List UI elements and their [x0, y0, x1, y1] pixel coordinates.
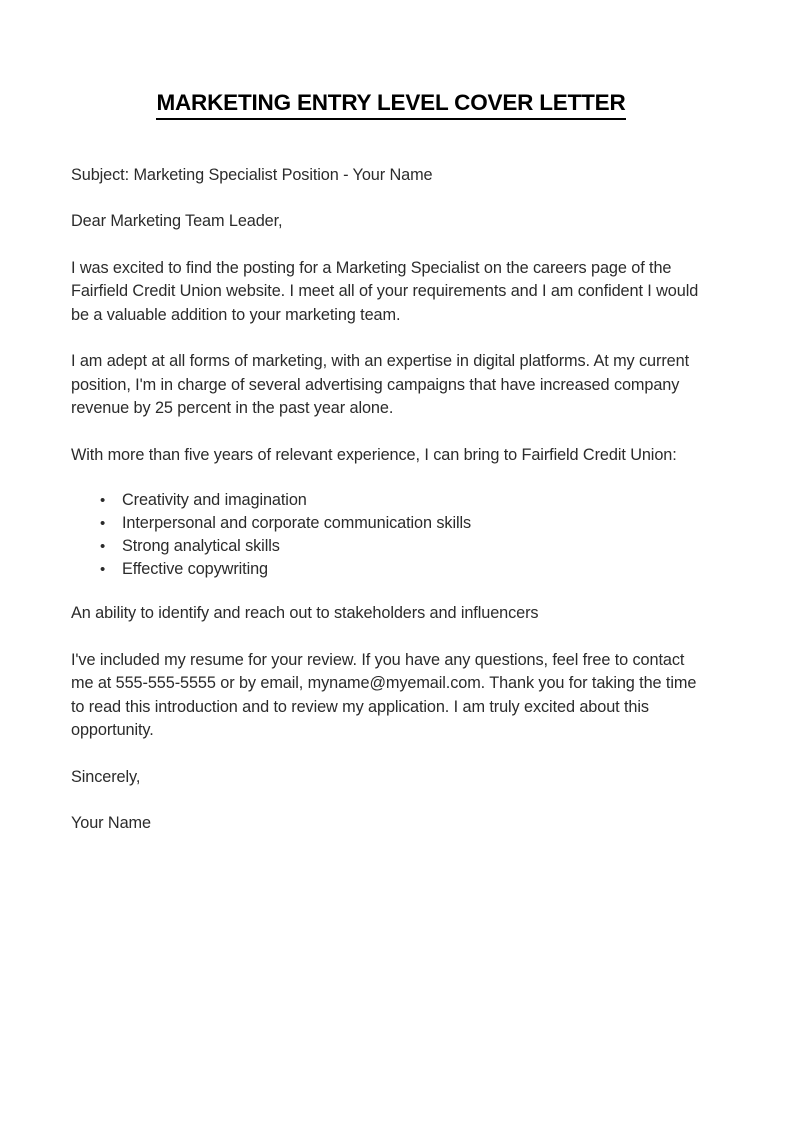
list-item	[71, 512, 711, 535]
paragraph-closing-body: I've included my resume for your review. If you have any questions, feel free to contact me at 555-555-5555 or by email, myname@myemail.com. Thank you for taking the time to read this introduction and to review my application. I am truly excited about this opportunity.	[71, 650, 697, 740]
skills-list	[71, 489, 711, 581]
closing-salutation: Sincerely,	[71, 767, 141, 786]
bullet-icon: •	[100, 561, 106, 579]
list-item-label: Effective copywriting	[122, 560, 269, 579]
paragraph-experience: I am adept at all forms of marketing, with an expertise in digital platforms. At my current position, I'm in charge of several advertising campaigns that have increased company revenue by 25 percent in the past year alone.	[71, 352, 689, 418]
document-body	[71, 90, 711, 859]
subject-line: Subject: Marketing Specialist Position - Your Name	[71, 165, 433, 184]
list-item	[71, 558, 711, 581]
paragraph-skills-lead-in: With more than five years of relevant experience, I can bring to Fairfield Credit Union:	[71, 445, 677, 464]
list-item	[71, 489, 711, 512]
signature-name: Your Name	[71, 814, 151, 833]
page-title-text: MARKETING ENTRY LEVEL COVER LETTER	[156, 90, 625, 120]
bullet-icon: •	[100, 515, 106, 533]
paragraph-stakeholders: An ability to identify and reach out to stakeholders and influencers	[71, 604, 539, 623]
bullet-icon: •	[100, 492, 106, 510]
bullet-icon: •	[100, 538, 106, 556]
list-item-label: Strong analytical skills	[122, 537, 280, 556]
list-item	[71, 535, 711, 558]
salutation: Dear Marketing Team Leader,	[71, 212, 283, 231]
list-item-label: Interpersonal and corporate communication skills	[122, 514, 472, 533]
paragraph-intro: I was excited to find the posting for a Marketing Specialist on the careers page of the Fairfield Credit Union website. I meet all of your requirements and I am confident I would be a valuable addition to your marketing team.	[71, 258, 699, 324]
list-item-label: Creativity and imagination	[122, 491, 307, 510]
page-title	[71, 90, 711, 120]
